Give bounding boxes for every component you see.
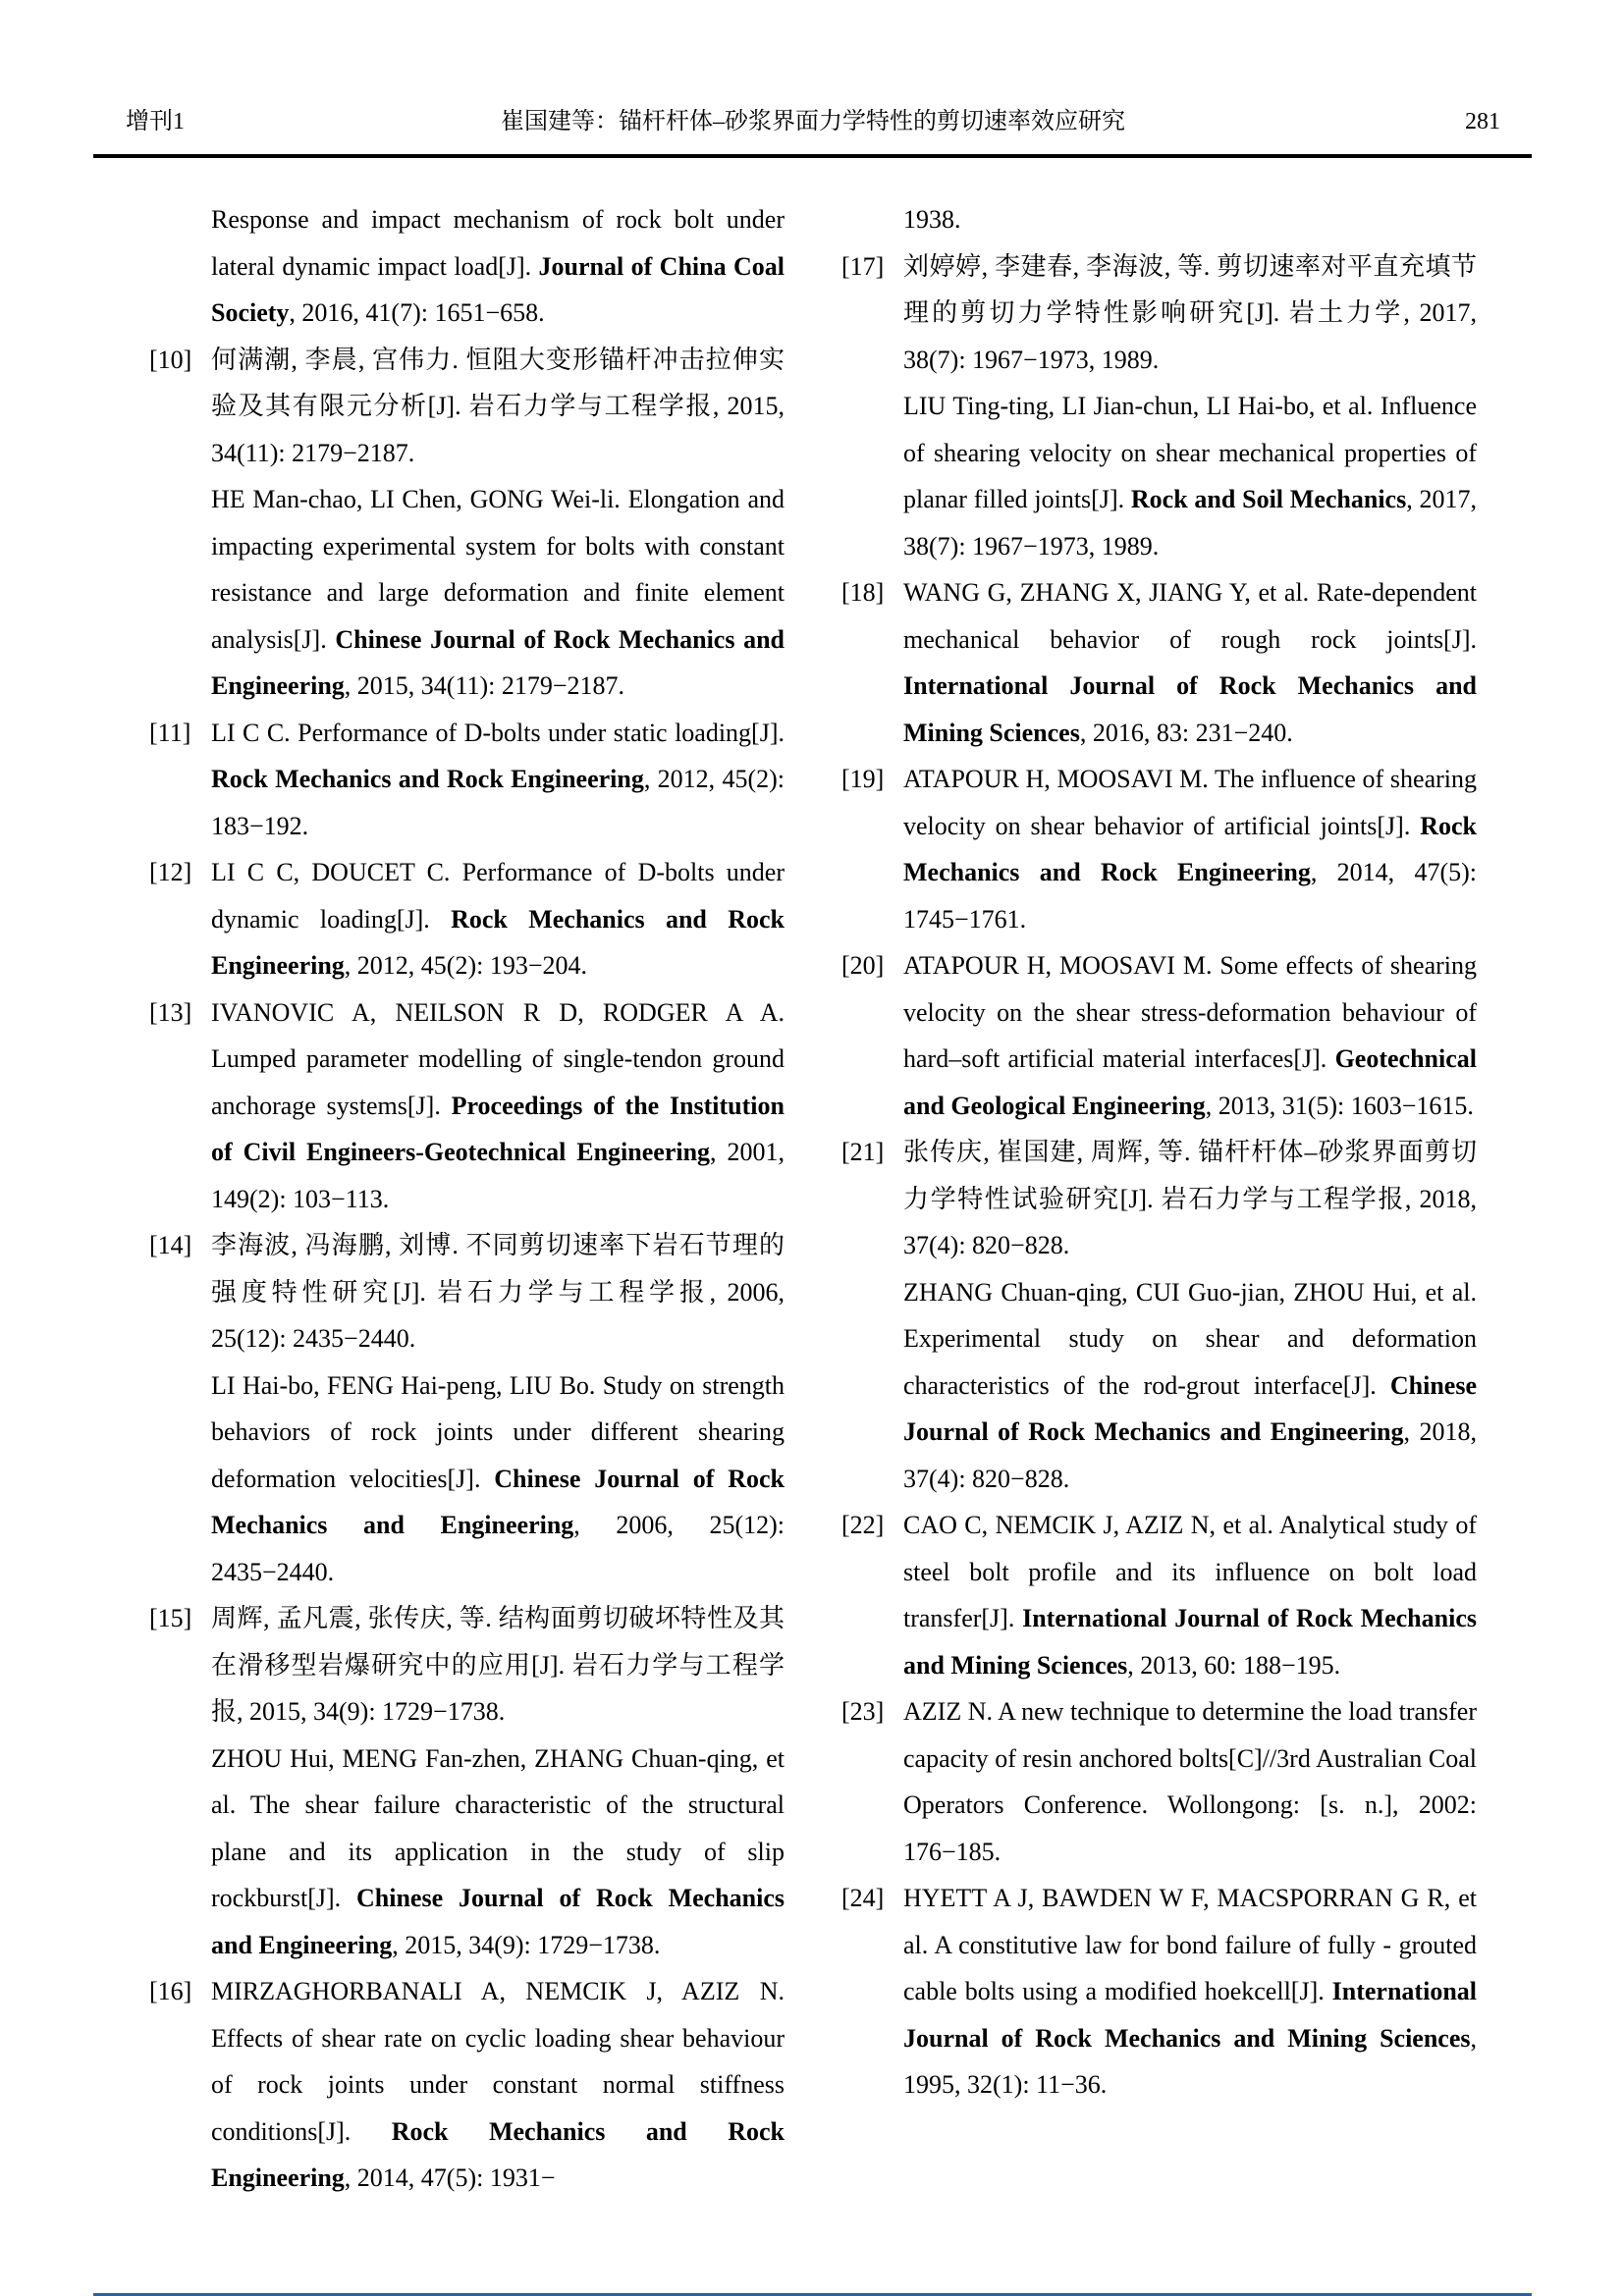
reference-entry xyxy=(841,569,1477,756)
reference-text: 1938. xyxy=(903,205,961,234)
references-column-left xyxy=(149,196,785,2202)
reference-entry xyxy=(149,337,785,477)
reference-number: [15] xyxy=(149,1604,192,1632)
reference-number: [16] xyxy=(149,1977,192,2005)
reference-text: IVANOVIC A, NEILSON R D, RODGER A A. Lumped parameter modelling of single-tendon ground anchorage systems[J]. Proceedings of the Institution of Civil Engineers-Geotechnical Engineering, 2001, 149(2): 103−113. xyxy=(211,997,785,1213)
reference-entry xyxy=(149,849,785,989)
reference-entry xyxy=(841,1502,1477,1688)
reference-entry xyxy=(841,1688,1477,1875)
reference-entry xyxy=(841,756,1477,942)
reference-entry xyxy=(841,383,1477,569)
reference-text: CAO C, NEMCIK J, AZIZ N, et al. Analytical study of steel bolt profile and its influence on bolt load transfer[J]. International Journal of Rock Mechanics and Mining Sciences, 2013, 60: 188−195. xyxy=(903,1511,1477,1680)
reference-text: LI Hai-bo, FENG Hai-peng, LIU Bo. Study on strength behaviors of rock joints under different shearing deformation velocities[J]. Chinese Journal of Rock Mechanics and Engineering, 2006, 25(12): 2435−2440. xyxy=(211,1370,785,1586)
reference-entry xyxy=(149,1362,785,1596)
reference-number: [20] xyxy=(841,951,885,980)
reference-text: 刘婷婷, 李建春, 李海波, 等. 剪切速率对平直充填节理的剪切力学特性影响研究[J]. 岩土力学, 2017, 38(7): 1967−1973, 1989. xyxy=(903,251,1477,374)
reference-entry xyxy=(841,196,1477,243)
reference-number: [17] xyxy=(841,251,885,281)
reference-text: ATAPOUR H, MOOSAVI M. Some effects of shearing velocity on the shear stress-deformation behaviour of hard–soft artificial material interfaces[J]. Geotechnical and Geological Engineering, 2013, 31(5): 1603−1615. xyxy=(903,951,1477,1120)
reference-entry xyxy=(841,1875,1477,2109)
reference-number: [19] xyxy=(841,765,885,793)
reference-entry xyxy=(149,1222,785,1362)
page-number: 281 xyxy=(1465,109,1500,134)
reference-text: Response and impact mechanism of rock bolt under lateral dynamic impact load[J]. Journal of China Coal Society, 2016, 41(7): 1651−658. xyxy=(211,205,785,327)
reference-text: 周辉, 孟凡震, 张传庆, 等. 结构面剪切破坏特性及其在滑移型岩爆研究中的应用[J]. 岩石力学与工程学报, 2015, 34(9): 1729−1738. xyxy=(211,1604,785,1726)
reference-entry xyxy=(841,1129,1477,1269)
reference-entry xyxy=(149,989,785,1223)
reference-text: 何满潮, 李晨, 宫伟力. 恒阻大变形锚杆冲击拉伸实验及其有限元分析[J]. 岩石力学与工程学报, 2015, 34(11): 2179−2187. xyxy=(211,345,785,467)
running-title: 崔国建等：锚杆杆体–砂浆界面力学特性的剪切速率效应研究 xyxy=(501,109,1125,134)
reference-entry xyxy=(149,1735,785,1969)
reference-entry xyxy=(149,476,785,710)
reference-number: [18] xyxy=(841,578,885,607)
reference-text: 李海波, 冯海鹏, 刘博. 不同剪切速率下岩石节理的强度特性研究[J]. 岩石力学与工程学报, 2006, 25(12): 2435−2440. xyxy=(211,1231,785,1353)
reference-entry xyxy=(841,1269,1477,1503)
reference-number: [10] xyxy=(149,345,192,374)
references-column-right xyxy=(841,196,1477,2202)
reference-entry xyxy=(149,196,785,337)
reference-entry xyxy=(149,1595,785,1735)
reference-text: WANG G, ZHANG X, JIANG Y, et al. Rate-dependent mechanical behavior of rough rock joints[J]. International Journal of Rock Mechanics and Mining Sciences, 2016, 83: 231−240. xyxy=(903,578,1477,747)
reference-text: LIU Ting-ting, LI Jian-chun, LI Hai-bo, et al. Influence of shearing velocity on shear mechanical properties of planar filled joints[J]. Rock and Soil Mechanics, 2017, 38(7): 1967−1973, 1989. xyxy=(903,392,1477,561)
reference-entry xyxy=(841,243,1477,384)
reference-text: ATAPOUR H, MOOSAVI M. The influence of shearing velocity on shear behavior of artificial joints[J]. Rock Mechanics and Rock Engineering, 2014, 47(5): 1745−1761. xyxy=(903,765,1477,934)
reference-text: ZHANG Chuan-qing, CUI Guo-jian, ZHOU Hui, et al. Experimental study on shear and deformation characteristics of the rod-grout interface[J]. Chinese Journal of Rock Mechanics and Engineering, 2018, 37(4): 820−828. xyxy=(903,1277,1478,1493)
reference-text: ZHOU Hui, MENG Fan-zhen, ZHANG Chuan-qing, et al. The shear failure characteristic of the structural plane and its application in the study of slip rockburst[J]. Chinese Journal of Rock Mechanics and Engineering, 2015, 34(9): 1729−1738. xyxy=(211,1743,785,1959)
reference-text: LI C C. Performance of D-bolts under static loading[J]. Rock Mechanics and Rock Engineering, 2012, 45(2): 183−192. xyxy=(211,718,785,840)
reference-text: 张传庆, 崔国建, 周辉, 等. 锚杆杆体–砂浆界面剪切力学特性试验研究[J]. 岩石力学与工程学报, 2018, 37(4): 820−828. xyxy=(903,1138,1477,1259)
reference-number: [22] xyxy=(841,1511,885,1539)
reference-text: HE Man-chao, LI Chen, GONG Wei-li. Elongation and impacting experimental system for bolts with constant resistance and large deformation and finite element analysis[J]. Chinese Journal of Rock Mechanics and Engineering, 2015, 34(11): 2179−2187. xyxy=(211,485,785,700)
reference-entry xyxy=(149,710,785,850)
reference-number: [11] xyxy=(149,718,191,747)
page-header xyxy=(126,106,1500,137)
reference-number: [21] xyxy=(841,1138,885,1166)
reference-entry xyxy=(841,942,1477,1129)
reference-number: [23] xyxy=(841,1697,885,1726)
issue-label: 增刊1 xyxy=(126,109,185,134)
reference-text: HYETT A J, BAWDEN W F, MACSPORRAN G R, et al. A constitutive law for bond failure of fully - grouted cable bolts using a modified hoekcell[J]. International Journal of Rock Mechanics and Mining Sciences, 1995, 32(1): 11−36. xyxy=(903,1884,1477,2099)
reference-number: [14] xyxy=(149,1231,192,1259)
header-rule xyxy=(93,154,1532,158)
reference-text: LI C C, DOUCET C. Performance of D-bolts under dynamic loading[J]. Rock Mechanics and Rock Engineering, 2012, 45(2): 193−204. xyxy=(211,858,785,980)
reference-entry xyxy=(149,1968,785,2202)
references-section xyxy=(149,196,1477,2202)
reference-number: [24] xyxy=(841,1884,885,1912)
reference-number: [13] xyxy=(149,997,192,1027)
reference-text: MIRZAGHORBANALI A, NEMCIK J, AZIZ N. Effects of shear rate on cyclic loading shear behaviour of rock joints under constant normal stiffness conditions[J]. Rock Mechanics and Rock Engineering, 2014, 47(5): 1931− xyxy=(211,1977,785,2192)
reference-text: AZIZ N. A new technique to determine the load transfer capacity of resin anchored bolts[C]//3rd Australian Coal Operators Conference. Wollongong: [s. n.], 2002: 176−185. xyxy=(903,1697,1477,1866)
reference-number: [12] xyxy=(149,858,192,886)
